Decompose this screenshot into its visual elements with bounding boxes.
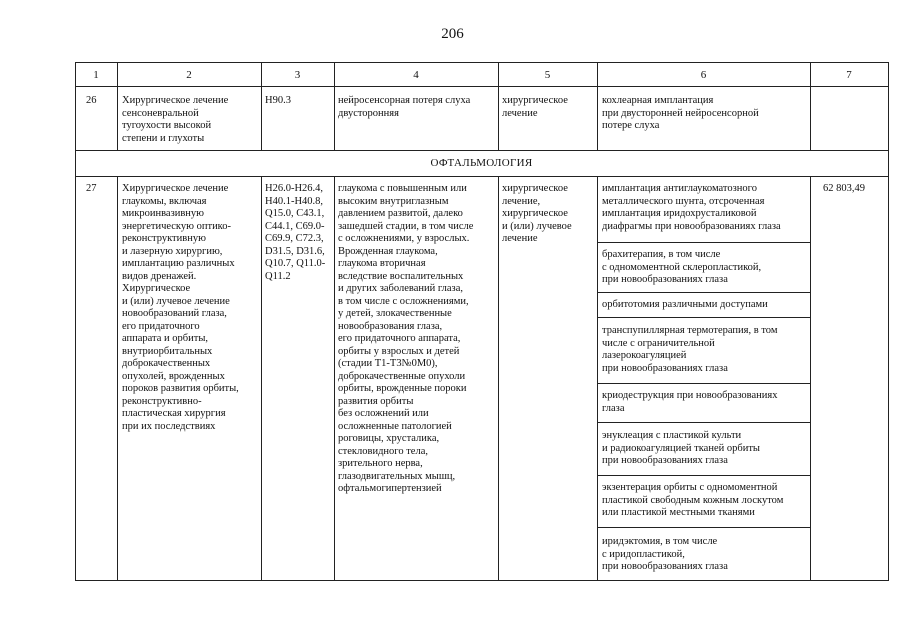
row27-method: орбитотомия различными доступами <box>602 299 768 310</box>
row26-bottom-border <box>75 150 889 151</box>
header-col-2: 2 <box>186 69 192 81</box>
row27-method: брахитерапия, в том числе с одномоментной склеропластикой, при новообразованиях глаза <box>602 249 762 285</box>
row26-method: кохлеарная имплантация при двусторонней нейросенсорной потере слуха <box>602 95 759 131</box>
method-separator <box>597 317 810 318</box>
header-col-6: 6 <box>700 69 707 81</box>
row26-name: Хирургическое лечение сенсоневральной тугоухости высокой степени и глухоты <box>122 95 229 144</box>
header-col-3: 3 <box>294 69 301 81</box>
header-col-4: 4 <box>413 69 419 81</box>
header-bottom-border <box>75 86 889 87</box>
section-title: ОФТАЛЬМОЛОГИЯ <box>430 157 533 169</box>
row27-cost: 62 803,49 <box>823 183 865 194</box>
row27-name: Хирургическое лечение глаукомы, включая микроинвазивную энергетическую оптико- реконструктивную и лазерную хирургию, имплантацию различных видов дренажей. Хирургическое и (или) лучевое лечение новообразований глаза, его придаточного аппарата и орбиты, внутриорбитальных доброкачественных опухолей, врожденных пороков развития орбиты, реконструктивно- пластическая хирургия при их последствиях <box>122 183 239 432</box>
row27-method: иридэктомия, в том числе с иридопластикой, при новообразованиях глаза <box>602 536 728 572</box>
method-separator <box>597 242 810 243</box>
col-divider <box>810 176 811 580</box>
method-separator <box>597 422 810 423</box>
header-col-5: 5 <box>544 69 551 81</box>
row26-number: 26 <box>86 95 97 106</box>
row26-model: нейросенсорная потеря слуха двусторонняя <box>338 95 471 119</box>
row27-number: 27 <box>86 183 97 194</box>
row27-model: глаукома с повышенным или высоким внутриглазным давлением развитой, далеко зашедшей стадии, в том числе с осложнениями, у взрослых. Врожденная глаукома, глаукома вторичная вследствие воспалительных и других заболеваний глаза, в том числе с осложнениями, у детей, злокачественные новообразования глаза, его придаточного аппарата, орбиты у взрослых и детей (стадии T1-T3№0M0), доброкачественные опухоли орбиты, врожденные пороки развития орбиты без осложнений или осложненные патологией роговицы, хрусталика, стекловидного тела, зрительного нерва, глазодвигательных мышц, офтальмогипертензией <box>338 183 474 494</box>
method-separator <box>597 383 810 384</box>
method-separator <box>597 292 810 293</box>
method-separator <box>597 475 810 476</box>
header-col-7: 7 <box>846 69 852 81</box>
table-right-border <box>888 62 889 581</box>
col-divider <box>334 176 335 580</box>
table-bottom-border <box>75 580 889 581</box>
row27-method: транспупиллярная термотерапия, в том числе с ограничительной лазерокоагуляцией при новообразованиях глаза <box>602 325 778 374</box>
row27-method: энуклеация с пластикой культи и радиокоагуляцией тканей орбиты при новообразованиях глаза <box>602 430 760 466</box>
row27-codes: H26.0-H26.4, H40.1-H40.8, Q15.0, C43.1, C44.1, C69.0- C69.9, C72.3, D31.5, D31.6, Q10.7, Q11.0- Q11.2 <box>265 183 326 282</box>
page-number: 206 <box>441 26 464 42</box>
header-col-1: 1 <box>93 69 99 81</box>
row26-codes: H90.3 <box>265 95 291 106</box>
row27-method: имплантация антиглаукоматозного металлического шунта, отсроченная имплантация иридохрусталиковой диафрагмы при новообразованиях глаза <box>602 183 781 232</box>
row26-treatment-type: хирургическое лечение <box>502 95 568 119</box>
col-divider <box>117 176 118 580</box>
col-divider <box>597 176 598 580</box>
row27-method: криодеструкция при новообразованиях глаза <box>602 390 778 414</box>
col-divider <box>498 176 499 580</box>
table-top-border <box>75 62 889 63</box>
table-left-border <box>75 62 76 581</box>
col-divider <box>261 176 262 580</box>
method-separator <box>597 527 810 528</box>
row27-method: экзентерация орбиты с одномоментной пластикой свободным кожным лоскутом или пластикой местными тканями <box>602 482 784 518</box>
row27-treatment-type: хирургическое лечение, хирургическое и (или) лучевое лечение <box>502 183 572 244</box>
section-bottom-border <box>75 176 889 177</box>
